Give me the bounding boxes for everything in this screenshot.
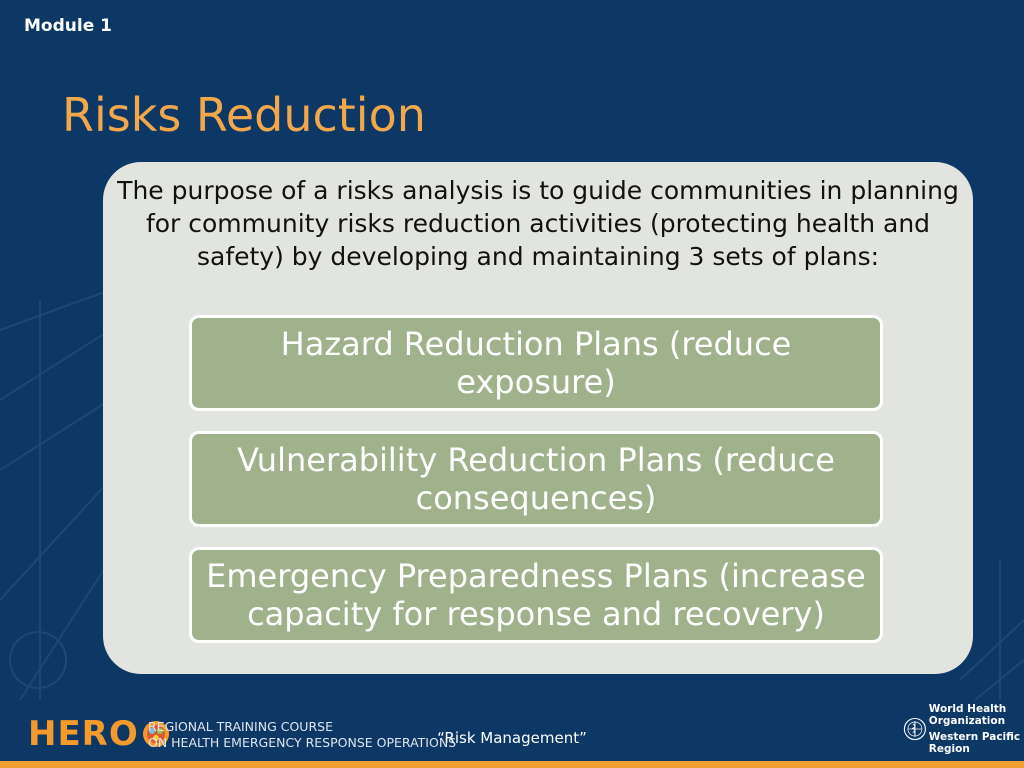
who-emblem-icon	[903, 712, 927, 746]
plan-label: Hazard Reduction Plans (reduce exposure)	[280, 325, 792, 401]
plan-label: Emergency Preparedness Plans (increase capacity for response and recovery)	[206, 557, 866, 633]
footer-caption: “Risk Management”	[437, 729, 587, 747]
slide-title: Risks Reduction	[62, 88, 426, 142]
plan-box-hazard	[189, 315, 883, 411]
plan-box-vulnerability	[189, 431, 883, 527]
who-line1: World Health	[928, 703, 1007, 715]
who-line3: Western Pacific Region	[928, 731, 1021, 755]
course-name-line2: ON HEALTH EMERGENCY RESPONSE OPERATIONS	[148, 735, 457, 750]
who-text	[929, 703, 1024, 755]
content-panel	[103, 162, 973, 674]
footer-stripe	[0, 761, 1024, 768]
plan-label: Vulnerability Reduction Plans (reduce consequences)	[237, 441, 835, 517]
plan-box-emergency	[189, 547, 883, 643]
course-name-line1: REGIONAL TRAINING COURSE	[148, 719, 333, 734]
module-label: Module 1	[24, 16, 112, 36]
intro-text: The purpose of a risks analysis is to guide communities in planning for community risks reduction activities (protecting health and safety) by developing and maintaining 3 sets of plans:	[117, 176, 959, 271]
who-line2: Organization	[928, 715, 1006, 727]
who-logo	[903, 703, 1024, 755]
hero-logo-text: HERO	[28, 714, 139, 754]
